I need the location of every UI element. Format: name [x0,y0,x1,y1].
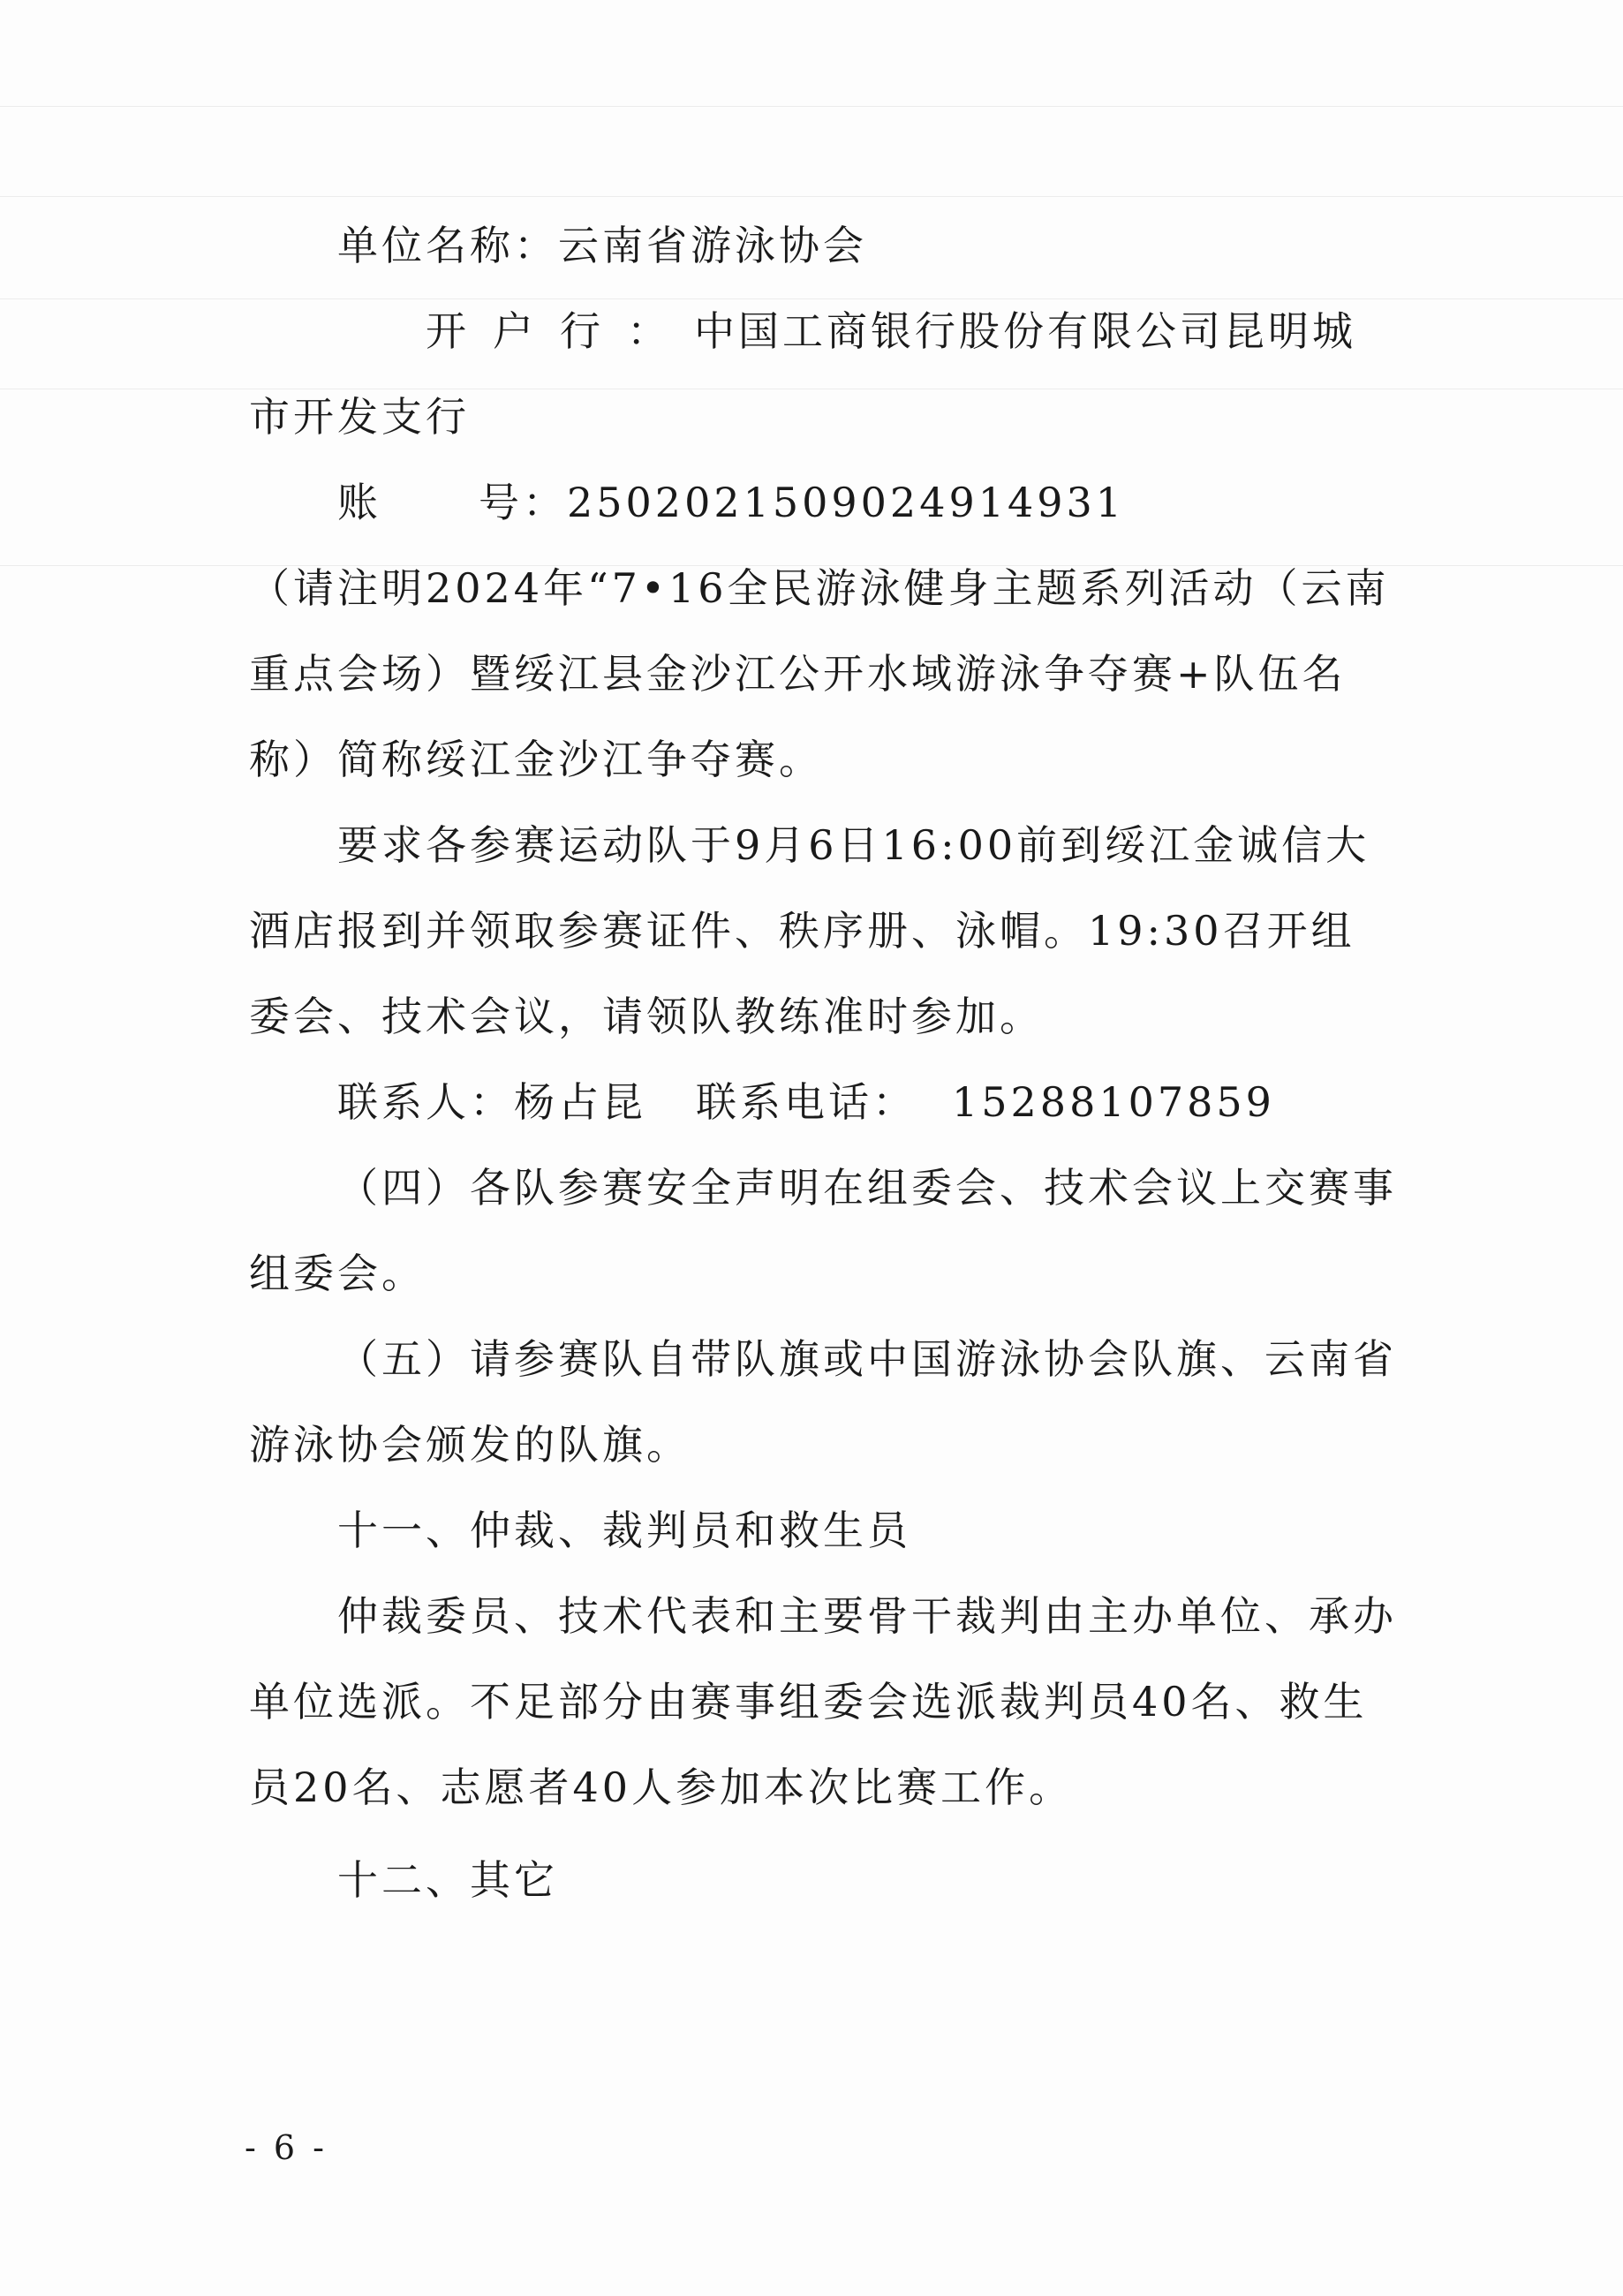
scan-artifact-line [0,106,1623,107]
section-eleven-body: 仲裁委员、技术代表和主要骨干裁判由主办单位、承办单位选派。不足部分由赛事组委会选派裁判员40名、救生员20名、志愿者40人参加本次比赛工作。 [249,1592,1397,1811]
document-body [249,203,1397,1923]
unit-name-label: 单位名称： [337,222,558,269]
account-label-a: 账 [337,479,381,526]
item-five-paragraph: （五）请参赛队自带队旗或中国游泳协会队旗、云南省游泳协会颁发的队旗。 [249,1335,1397,1469]
contact-line [249,1060,1397,1145]
item-four-paragraph: （四）各队参赛安全声明在组委会、技术会议上交赛事组委会。 [249,1164,1397,1297]
unit-name-line [249,203,1397,289]
requirement-paragraph: 要求各参赛运动队于9月6日16:00前到绥江金诚信大酒店报到并领取参赛证件、秩序册、泳帽。19:30召开组委会、技术会议，请领队教练准时参加。 [249,821,1370,1040]
phone-value: 15288107859 [952,1078,1275,1126]
contact-name: 杨占昆 [514,1078,646,1126]
bank-line [249,289,1397,460]
phone-label: 联系电话： [696,1078,917,1126]
account-line [249,460,1397,546]
account-value: 2502021509024914931 [567,479,1126,526]
page-number: - 6 - [245,2128,328,2167]
unit-name-value: 云南省游泳协会 [558,222,867,269]
note-paragraph: （请注明2024年“7•16全民游泳健身主题系列活动（云南重点会场）暨绥江县金沙江公开水域游泳争夺赛+队伍名称）简称绥江金沙江争夺赛。 [249,564,1390,783]
account-label-b: 号： [479,479,567,526]
scan-artifact-line [0,196,1623,197]
bank-value: 中国工商银行股份有限公司昆明城市开发支行 [249,307,1356,441]
section-twelve-heading: 十二、其它 [337,1856,558,1904]
section-eleven-heading: 十一、仲裁、裁判员和救生员 [337,1507,911,1554]
contact-label: 联系人： [337,1078,514,1126]
bank-label: 开户行： [426,307,694,355]
